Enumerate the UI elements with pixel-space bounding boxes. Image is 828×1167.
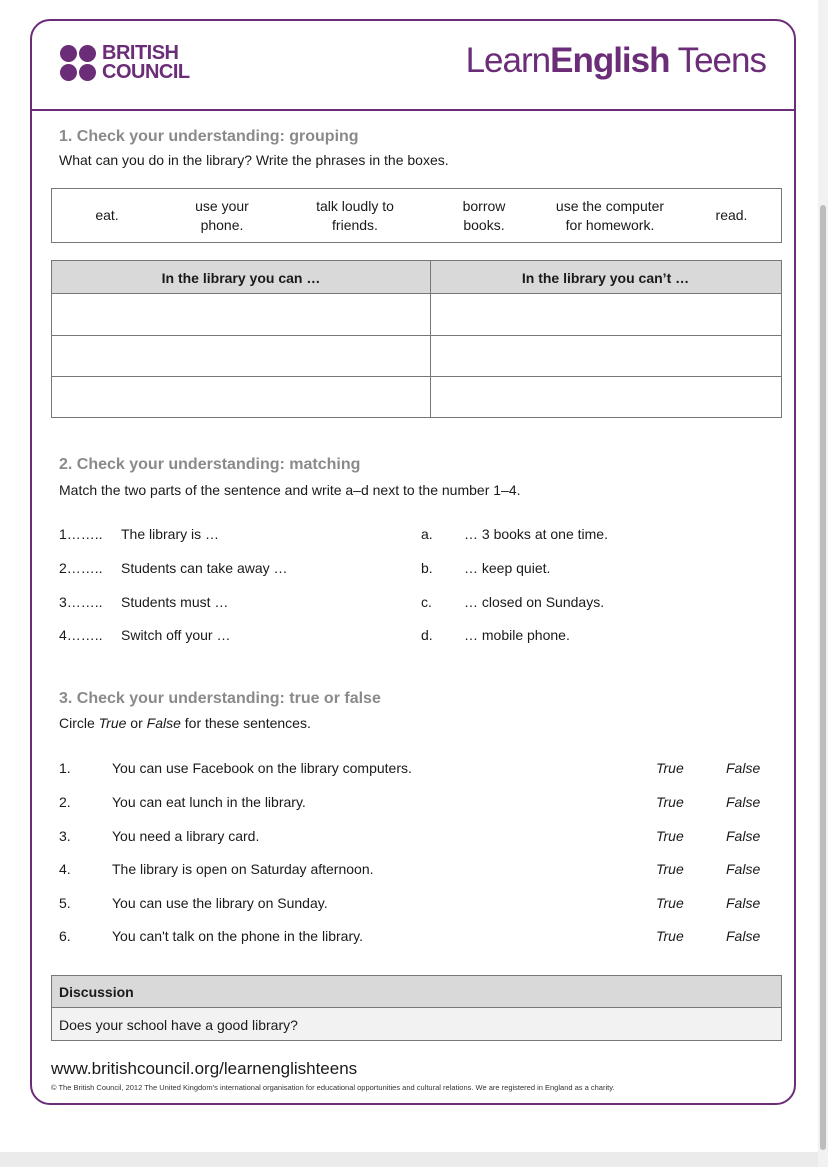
false-option[interactable]: False <box>726 760 761 776</box>
section2-instruction: Match the two parts of the sentence and write a–d next to the number 1–4. <box>59 482 521 498</box>
discussion-header <box>52 976 781 1008</box>
viewer-background <box>0 1152 818 1167</box>
table-cell[interactable] <box>431 294 781 335</box>
match-letter: d. <box>421 627 433 643</box>
col-cant-header: In the library you can’t … <box>521 269 690 286</box>
true-option[interactable]: True <box>656 794 684 810</box>
phrase-item: borrow books. <box>462 197 506 233</box>
match-right: … keep quiet. <box>464 560 551 576</box>
british-council-dots-icon <box>60 45 98 83</box>
tf-number: 4. <box>59 861 71 877</box>
false-option[interactable]: False <box>726 861 761 877</box>
table-cell[interactable] <box>431 336 781 376</box>
discussion-question: Does your school have a good library? <box>59 1017 298 1033</box>
phrase-item: read. <box>715 207 748 223</box>
true-option[interactable]: True <box>656 861 684 877</box>
true-option[interactable]: True <box>656 895 684 911</box>
match-left: The library is … <box>121 526 220 542</box>
learnenglish-teens-logo: LearnEnglish Teens <box>465 41 766 80</box>
tf-statement: You can use Facebook on the library computers. <box>112 760 412 776</box>
discussion-title: Discussion <box>59 984 134 1000</box>
true-option[interactable]: True <box>656 828 684 844</box>
british-council-logo <box>60 43 200 85</box>
phrase-item: use your phone. <box>195 197 249 233</box>
bc-line2: COUNCIL <box>102 61 190 83</box>
match-letter: b. <box>421 560 433 576</box>
match-left: Students must … <box>121 594 229 610</box>
match-number: 4…….. <box>59 627 103 643</box>
bc-line1: BRITISH <box>102 42 179 64</box>
true-option[interactable]: True <box>656 760 684 776</box>
match-left: Students can take away … <box>121 560 288 576</box>
tf-statement: You need a library card. <box>112 828 260 844</box>
footer-url[interactable]: www.britishcouncil.org/learnenglishteens <box>51 1059 358 1078</box>
false-option[interactable]: False <box>726 794 761 810</box>
false-option[interactable]: False <box>726 895 761 911</box>
match-right: … 3 books at one time. <box>464 526 608 542</box>
match-number: 2…….. <box>59 560 103 576</box>
false-option[interactable]: False <box>726 828 761 844</box>
phrase-item: talk loudly to friends. <box>316 197 394 233</box>
tf-statement: The library is open on Saturday afternoon. <box>112 861 374 877</box>
match-number: 3…….. <box>59 594 103 610</box>
table-cell[interactable] <box>52 377 430 417</box>
scrollbar-thumb[interactable] <box>820 205 826 1150</box>
footer-copyright: © The British Council, 2012 The United Kingdom’s international organisation for educational opportunities and cultural relations. We are registered in England as a charity. <box>51 1083 615 1092</box>
discussion-box <box>51 975 782 1041</box>
section3-title: 3. Check your understanding: true or false <box>59 690 381 707</box>
tf-number: 6. <box>59 928 71 944</box>
match-left: Switch off your … <box>121 627 231 643</box>
section3-instruction: Circle True or False for these sentences. <box>59 715 311 731</box>
phrase-item: eat. <box>95 207 119 223</box>
phrase-item: use the computer for homework. <box>555 197 665 233</box>
tf-statement: You can eat lunch in the library. <box>112 794 306 810</box>
tf-statement: You can use the library on Sunday. <box>112 895 328 911</box>
table-cell[interactable] <box>431 377 781 417</box>
grouping-table <box>51 260 782 418</box>
phrase-box <box>51 188 782 243</box>
match-letter: a. <box>421 526 433 542</box>
true-option[interactable]: True <box>656 928 684 944</box>
table-cell[interactable] <box>52 294 430 335</box>
tf-number: 5. <box>59 895 71 911</box>
section1-instruction: What can you do in the library? Write the phrases in the boxes. <box>59 152 449 168</box>
match-right: … closed on Sundays. <box>464 594 605 610</box>
match-number: 1…….. <box>59 526 103 542</box>
match-letter: c. <box>421 594 432 610</box>
match-right: … mobile phone. <box>464 627 570 643</box>
false-option[interactable]: False <box>726 928 761 944</box>
col-can-header: In the library you can … <box>161 269 321 286</box>
table-cell[interactable] <box>52 336 430 376</box>
header-divider <box>32 109 794 111</box>
scrollbar[interactable] <box>818 0 828 1167</box>
tf-statement: You can't talk on the phone in the library. <box>112 928 363 944</box>
section2-title: 2. Check your understanding: matching <box>59 456 361 473</box>
tf-number: 1. <box>59 760 71 776</box>
tf-number: 3. <box>59 828 71 844</box>
section1-title: 1. Check your understanding: grouping <box>59 128 359 145</box>
tf-number: 2. <box>59 794 71 810</box>
